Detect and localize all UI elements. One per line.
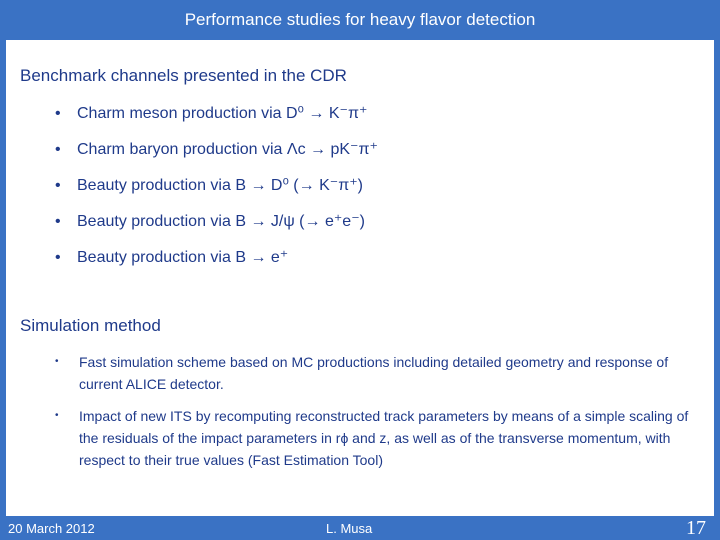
bullet-text: Charm meson production via D⁰ → K⁻π⁺ xyxy=(77,105,368,122)
bullet-text: Charm baryon production via Λc → pK⁻π⁺ xyxy=(77,141,378,158)
page-number: 17 xyxy=(686,517,706,539)
bullet-item xyxy=(55,405,705,471)
bullet-item xyxy=(55,175,363,195)
footer-author: L. Musa xyxy=(326,521,373,536)
bullet-dot: • xyxy=(55,141,61,158)
bullet-text: Beauty production via B → e⁺ xyxy=(77,249,289,266)
bullet-text: Fast simulation scheme based on MC productions including detailed geometry and response of current ALICE detector. xyxy=(79,354,669,392)
bullet-dot: • xyxy=(55,249,61,266)
bullet-item xyxy=(55,103,367,123)
section-heading-simulation: Simulation method xyxy=(20,316,161,335)
bullet-text: Beauty production via B → J/ψ (→ e⁺e⁻) xyxy=(77,213,365,230)
bullet-text: Beauty production via B → D⁰ (→ K⁻π⁺) xyxy=(77,177,363,194)
bullet-dot: • xyxy=(55,177,61,194)
bullet-item xyxy=(55,211,365,231)
bullet-dot: • xyxy=(55,356,59,367)
bullet-text: Impact of new ITS by recomputing reconstructed track parameters by means of a simple scaling of the residuals of the impact parameters in rϕ and z, as well as of the transverse momentum, with respect to their true values (Fast Estimation Tool) xyxy=(79,408,689,468)
footer-bar xyxy=(0,516,720,540)
bullet-item xyxy=(55,247,288,267)
slide-title: Performance studies for heavy flavor detection xyxy=(0,0,720,40)
bullet-item xyxy=(55,139,378,159)
section-heading-benchmark: Benchmark channels presented in the CDR xyxy=(20,66,347,85)
bullet-dot: • xyxy=(55,213,61,230)
bullet-dot: • xyxy=(55,105,61,122)
bullet-dot: • xyxy=(55,410,59,421)
bullet-item xyxy=(55,351,705,395)
footer-date: 20 March 2012 xyxy=(8,521,95,536)
